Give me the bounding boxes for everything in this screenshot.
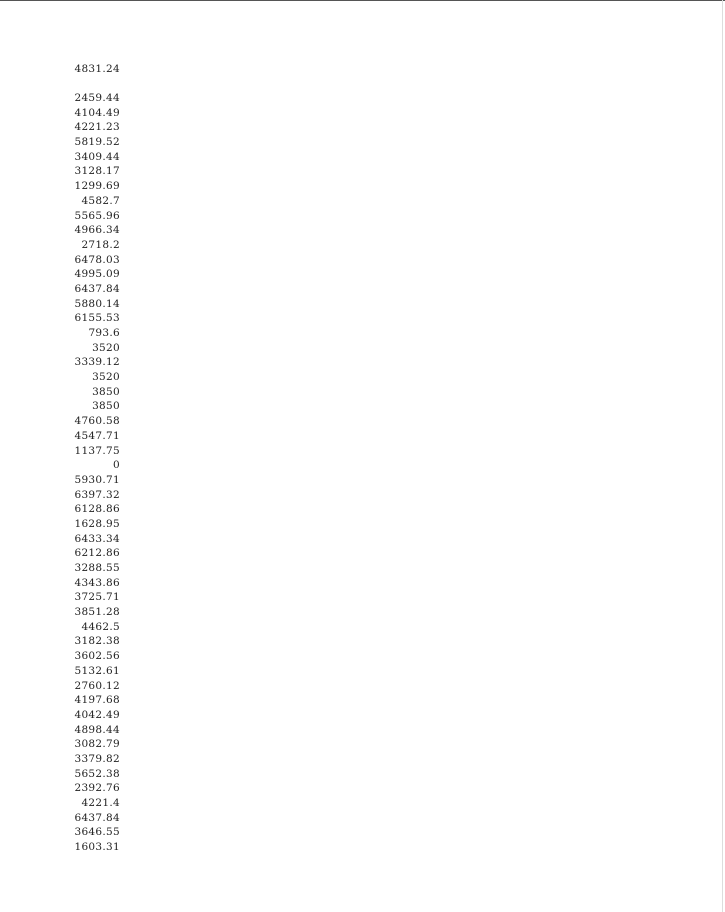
value-item: 3339.12 bbox=[74, 356, 120, 369]
value-item: 3128.17 bbox=[74, 165, 120, 178]
value-item: 5565.96 bbox=[74, 209, 120, 222]
value-item: 1299.69 bbox=[74, 180, 120, 193]
value-item: 4221.23 bbox=[74, 121, 120, 134]
value-item: 3851.28 bbox=[74, 606, 120, 619]
value-item: 5652.38 bbox=[74, 767, 120, 780]
value-item: 3520 bbox=[92, 371, 120, 384]
value-item: 3409.44 bbox=[74, 150, 120, 163]
value-item: 4582.7 bbox=[81, 194, 120, 207]
right-border bbox=[722, 0, 723, 912]
value-item: 2718.2 bbox=[81, 238, 120, 251]
top-border bbox=[0, 0, 725, 1]
value-item: 4221.4 bbox=[81, 797, 120, 809]
value-item: 6212.86 bbox=[74, 547, 120, 560]
value-item: 6437.84 bbox=[74, 811, 120, 824]
value-item: 6397.32 bbox=[74, 488, 120, 501]
value-item: 4462.5 bbox=[81, 620, 120, 633]
values-list bbox=[60, 91, 120, 855]
value-item: 5880.14 bbox=[74, 297, 120, 310]
value-item: 4898.44 bbox=[74, 723, 120, 736]
value-item: 4760.58 bbox=[74, 415, 120, 428]
value-item: 6437.84 bbox=[74, 282, 120, 295]
value-item: 4104.49 bbox=[74, 106, 120, 119]
value-item: 1628.95 bbox=[74, 517, 120, 530]
value-item: 6155.53 bbox=[74, 312, 120, 325]
value-item: 6478.03 bbox=[74, 253, 120, 266]
value-item: 3379.82 bbox=[74, 752, 120, 765]
value-item: 0 bbox=[113, 459, 120, 472]
value-item: 3850 bbox=[92, 385, 120, 398]
value-item: 4966.34 bbox=[74, 224, 120, 237]
value-item: 4995.09 bbox=[74, 268, 120, 281]
value-item: 3646.55 bbox=[74, 826, 120, 839]
value-item: 793.6 bbox=[88, 327, 120, 339]
value-item: 3520 bbox=[92, 341, 120, 354]
value-item: 2392.76 bbox=[74, 782, 120, 795]
value-item: 1137.75 bbox=[74, 444, 120, 457]
value-item: 5819.52 bbox=[74, 136, 120, 149]
value-item: 3602.56 bbox=[74, 650, 120, 663]
value-item: 5132.61 bbox=[74, 664, 120, 677]
value-item: 4197.68 bbox=[74, 694, 120, 707]
value-item: 4547.71 bbox=[74, 429, 120, 442]
value-item: 3288.55 bbox=[74, 562, 120, 574]
value-item: 3082.79 bbox=[74, 738, 120, 751]
value-item: 3182.38 bbox=[74, 635, 120, 648]
value-item: 4343.86 bbox=[74, 576, 120, 589]
value-item: 3725.71 bbox=[74, 591, 120, 604]
value-item: 1603.31 bbox=[74, 841, 120, 854]
value-item: 2760.12 bbox=[74, 679, 120, 692]
value-item: 5930.71 bbox=[74, 473, 120, 486]
value-item: 6433.34 bbox=[74, 532, 120, 545]
value-item: 6128.86 bbox=[74, 503, 120, 516]
value-item: 4042.49 bbox=[74, 708, 120, 721]
first-value: 4831.24 bbox=[74, 63, 120, 75]
value-item: 2459.44 bbox=[74, 92, 120, 104]
value-item: 3850 bbox=[92, 400, 120, 413]
